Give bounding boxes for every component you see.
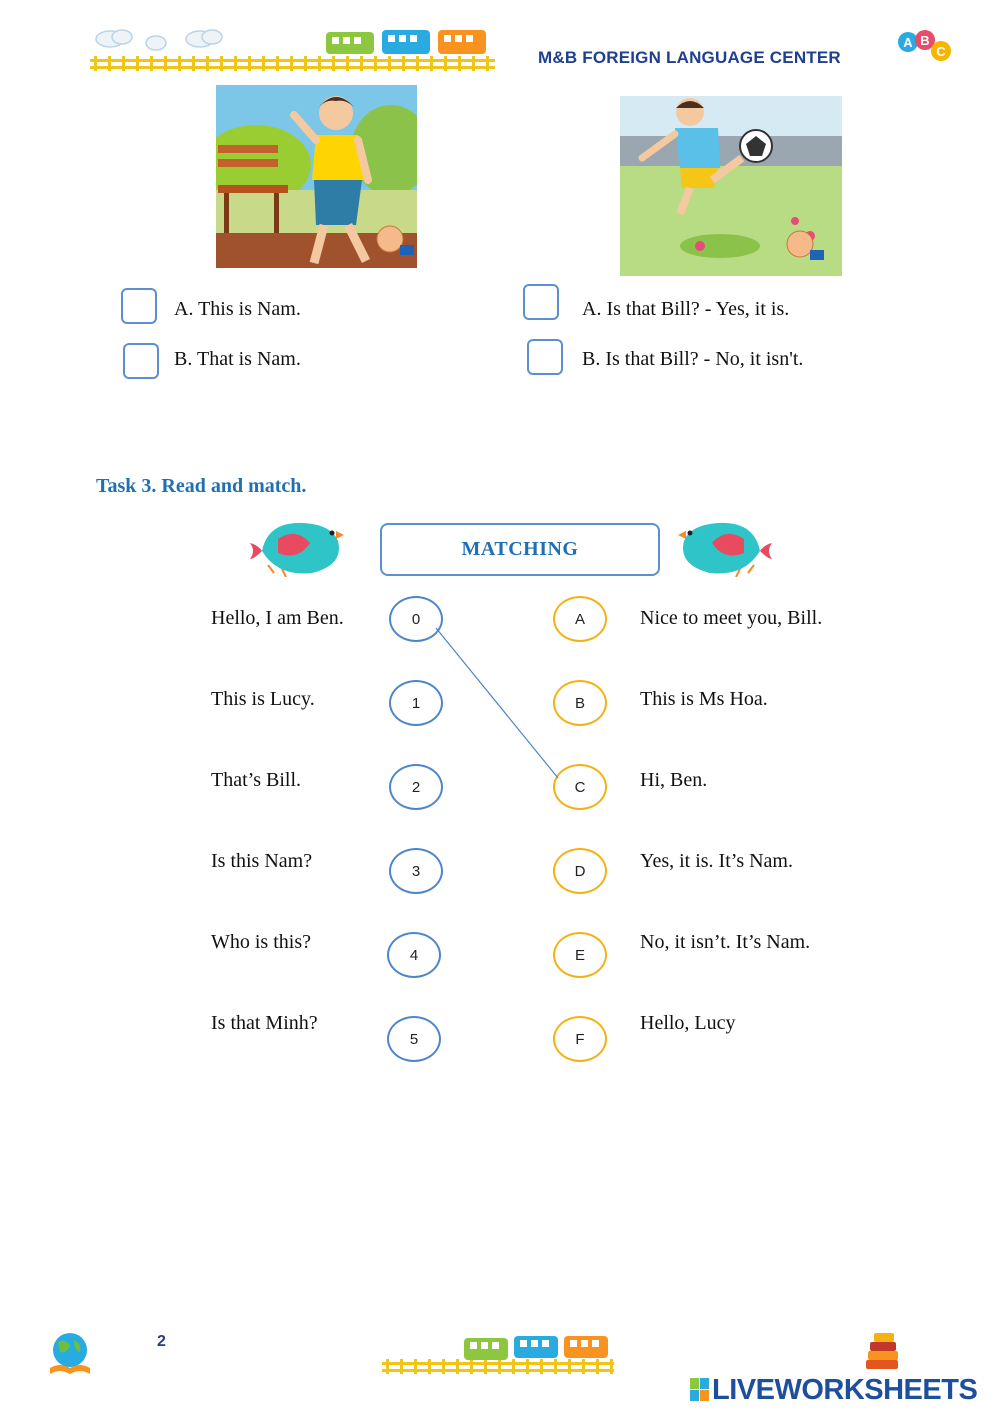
answer-f-text: Hello, Lucy xyxy=(640,1012,736,1034)
option-left-a-label: A. This is Nam. xyxy=(174,298,301,320)
match-circle-1[interactable]: 1 xyxy=(389,680,443,726)
answer-e-text: No, it isn’t. It’s Nam. xyxy=(640,931,811,953)
option-left-b-checkbox[interactable] xyxy=(123,343,159,379)
option-right-a-label: A. Is that Bill? - Yes, it is. xyxy=(582,298,790,320)
matching-label-box: MATCHING xyxy=(380,523,660,576)
bird-left-icon xyxy=(248,515,344,577)
match-circle-5[interactable]: 5 xyxy=(387,1016,441,1062)
match-circle-0[interactable]: 0 xyxy=(389,596,443,642)
books-stack-icon xyxy=(862,1330,902,1374)
option-left-b-label: B. That is Nam. xyxy=(174,348,301,370)
option-right-a-checkbox[interactable] xyxy=(523,284,559,320)
page-number: 2 xyxy=(157,1333,166,1350)
logo-letter-a: A xyxy=(903,35,913,50)
match-circle-3[interactable]: 3 xyxy=(389,848,443,894)
match-circle-c[interactable]: C xyxy=(553,764,607,810)
question-3-text: Is this Nam? xyxy=(211,850,313,872)
question-5-text: Is that Minh? xyxy=(211,1012,318,1034)
option-left-a-checkbox[interactable] xyxy=(121,288,157,324)
answer-c-text: Hi, Ben. xyxy=(640,769,708,791)
match-circle-2[interactable]: 2 xyxy=(389,764,443,810)
task3-title: Task 3. Read and match. xyxy=(96,475,307,497)
logo-letter-b: B xyxy=(920,33,930,48)
liveworksheets-brand: LIVEWORKSHEETS xyxy=(712,1374,978,1406)
answer-a-text: Nice to meet you, Bill. xyxy=(640,607,823,629)
footer-train-decoration xyxy=(380,1332,616,1376)
bird-right-icon xyxy=(678,515,774,577)
header-train-decoration xyxy=(88,24,498,74)
abc-logo xyxy=(896,28,958,68)
match-circle-b[interactable]: B xyxy=(553,680,607,726)
globe-book-icon xyxy=(48,1330,92,1378)
match-circle-4[interactable]: 4 xyxy=(387,932,441,978)
match-circle-e[interactable]: E xyxy=(553,932,607,978)
match-circle-a[interactable]: A xyxy=(553,596,607,642)
match-circle-f[interactable]: F xyxy=(553,1016,607,1062)
boy-kicking-ball-image xyxy=(620,96,842,276)
center-name: M&B FOREIGN LANGUAGE CENTER xyxy=(538,48,841,67)
option-right-b-label: B. Is that Bill? - No, it isn't. xyxy=(582,348,804,370)
answer-d-text: Yes, it is. It’s Nam. xyxy=(640,850,793,872)
question-2-text: That’s Bill. xyxy=(211,769,301,791)
liveworksheets-logo-icon xyxy=(690,1378,710,1402)
option-right-b-checkbox[interactable] xyxy=(527,339,563,375)
match-circle-d[interactable]: D xyxy=(553,848,607,894)
question-1-text: This is Lucy. xyxy=(211,688,315,710)
question-4-text: Who is this? xyxy=(211,931,311,953)
question-0-text: Hello, I am Ben. xyxy=(211,607,344,629)
answer-b-text: This is Ms Hoa. xyxy=(640,688,768,710)
boy-waving-park-image xyxy=(216,85,417,268)
logo-letter-c: C xyxy=(936,44,946,59)
